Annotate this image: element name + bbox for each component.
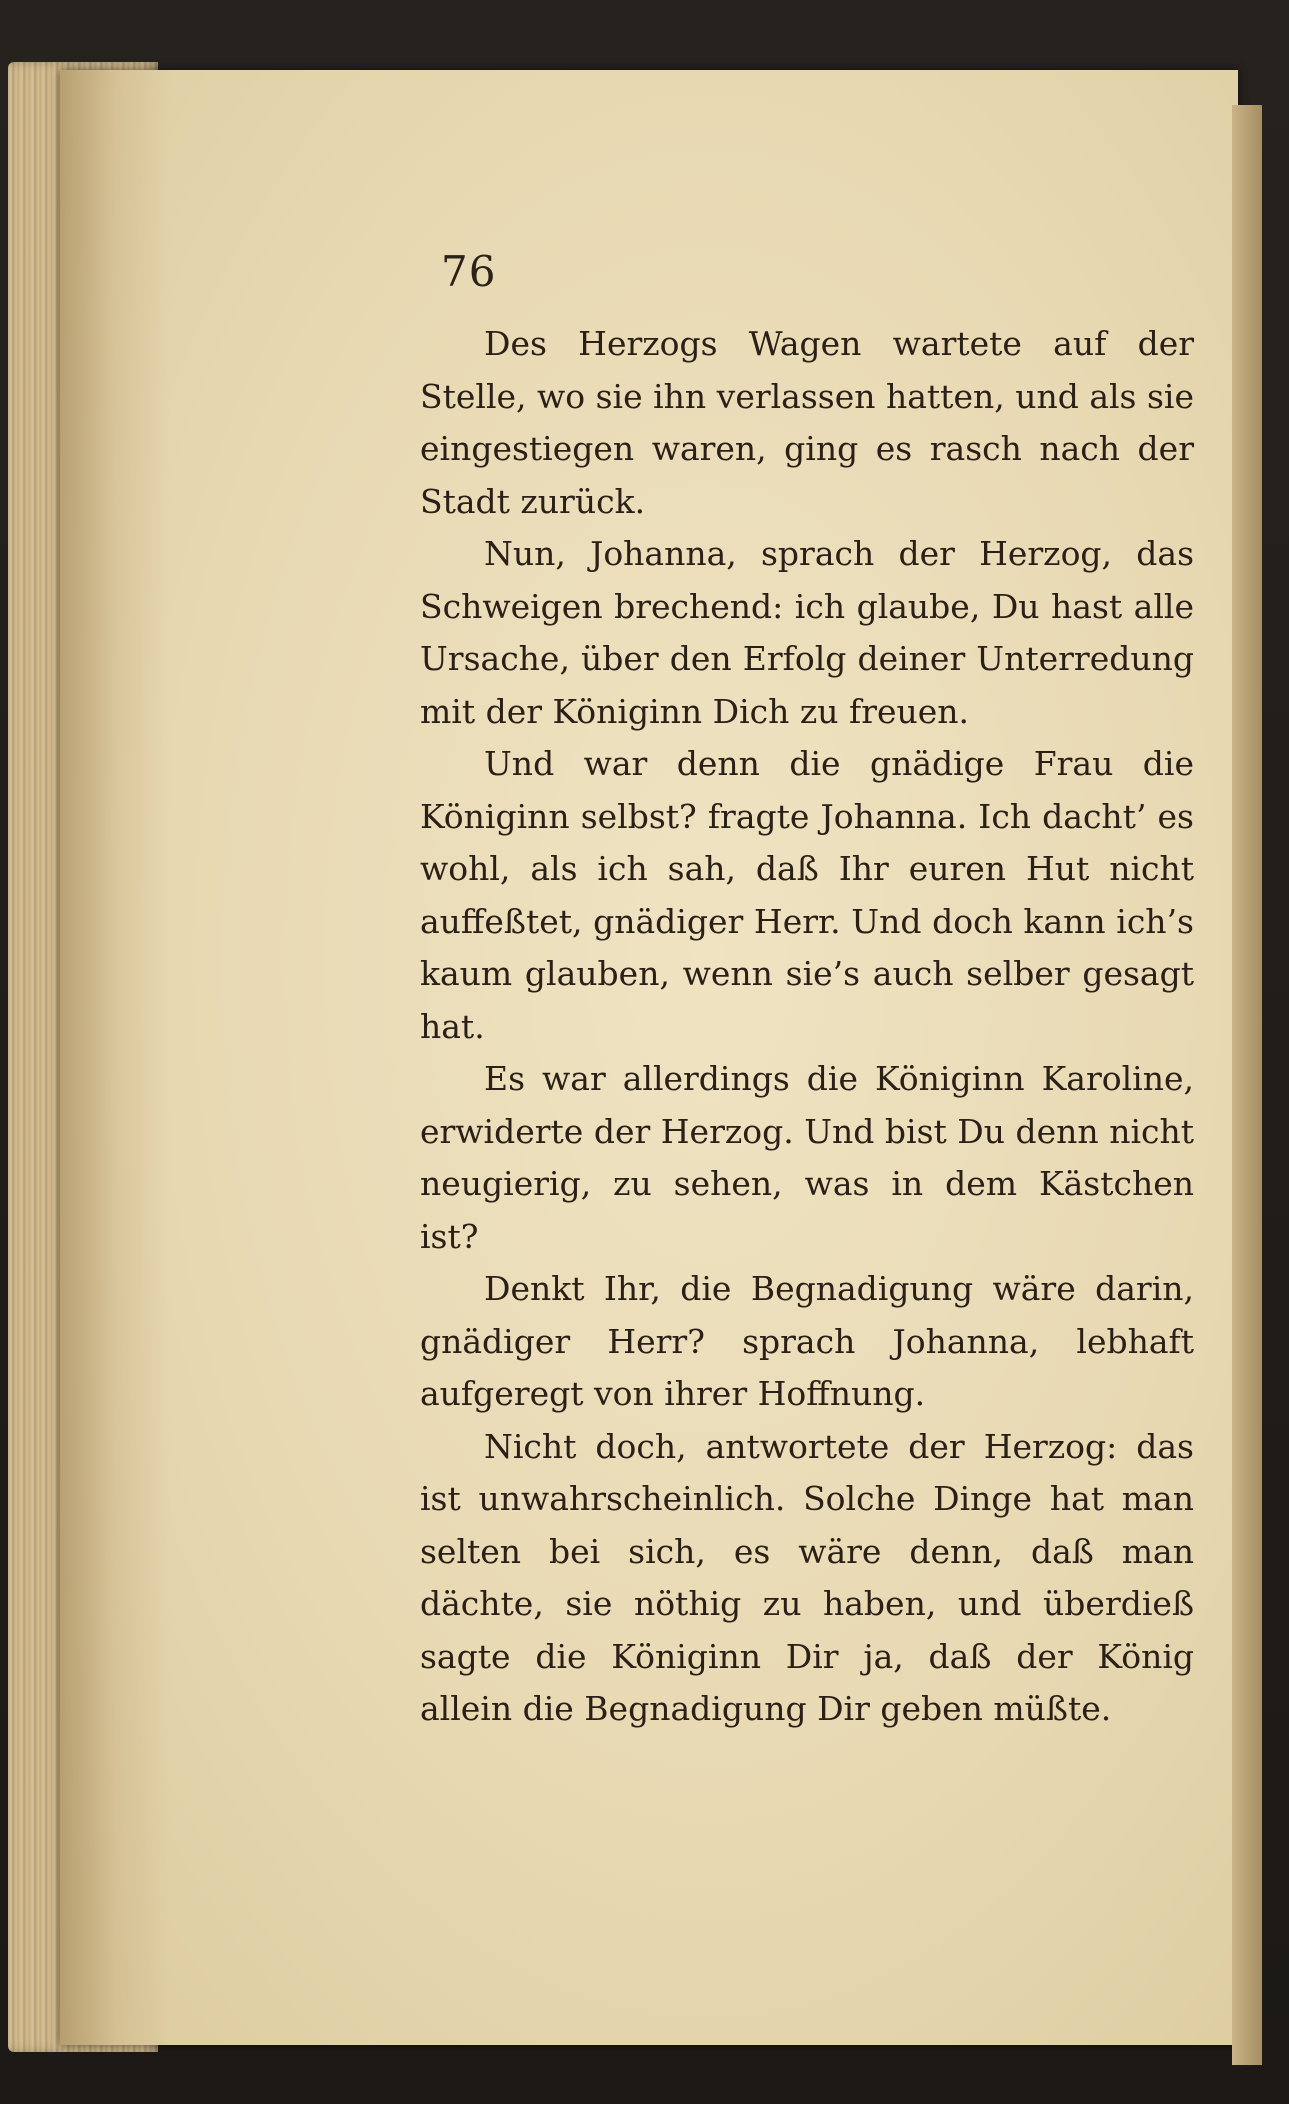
paragraph: Nicht doch, antwortete der Herzog: das ist unwahrscheinlich. Solche Dinge hat man selten bei sich, es wäre denn, daß man dächte, sie nöthig zu haben, und überdieß sagte die Königinn Dir ja, daß der König allein die Begnadigung Dir geben müßte. [420, 1426, 1194, 1728]
text-block [420, 318, 1194, 1736]
page-right-edge [1232, 105, 1262, 2065]
paragraph: Nun, Johanna, sprach der Herzog, das Schweigen brechend: ich glaube, Du hast alle Ursache, über den Erfolg deiner Unterredung mit der Königinn Dich zu freuen. [420, 534, 1194, 731]
paragraph: Und war denn die gnädige Frau die Königinn selbst? fragte Johanna. Ich dacht’ es wohl, als ich sah, daß Ihr euren Hut nicht auffeßtet, gnädiger Herr. Und doch kann ich’s kaum glauben, wenn sie’s auch selber gesagt hat. [420, 744, 1194, 1046]
paragraph: Des Herzogs Wagen wartete auf der Stelle, wo sie ihn verlassen hatten, und als sie eingestiegen waren, ging es rasch nach der Stadt zurück. [420, 324, 1195, 521]
gutter-shadow [60, 70, 170, 2045]
paragraph: Es war allerdings die Königinn Karoline, erwiderte der Herzog. Und bist Du denn nicht neugierig, zu sehen, was in dem Kästchen ist? [420, 1059, 1194, 1256]
page-number: 76 [441, 247, 497, 296]
paragraph: Denkt Ihr, die Begnadigung wäre darin, gnädiger Herr? sprach Johanna, lebhaft aufgeregt von ihrer Hoffnung. [420, 1269, 1194, 1413]
